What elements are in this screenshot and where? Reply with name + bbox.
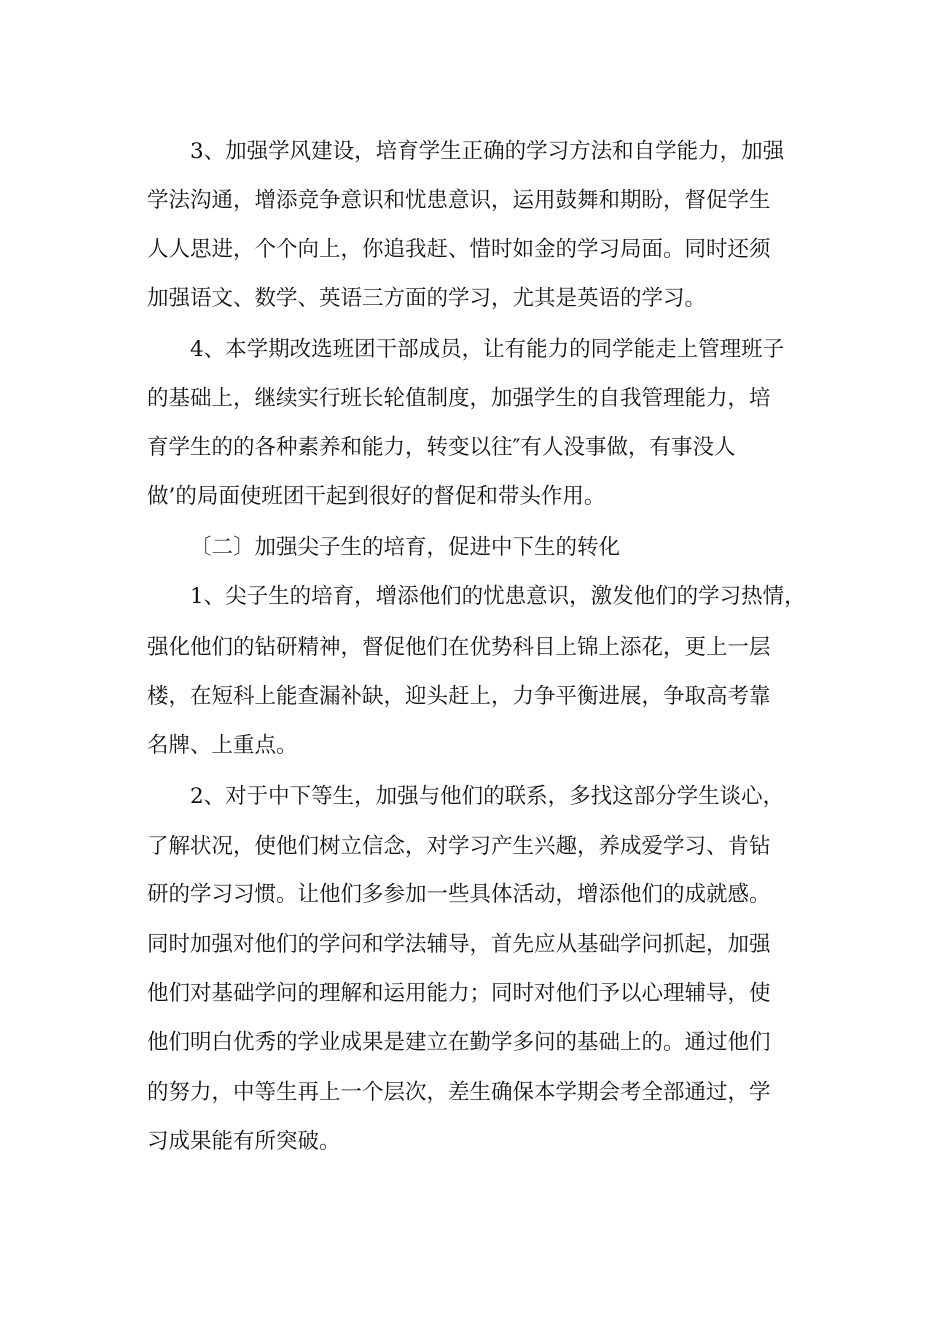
paragraph-1-line-1: 3、加强学风建设，培育学生正确的学习方法和自学能力，加强 <box>190 139 785 164</box>
paragraph-4-line-2: 了解状况，使他们树立信念，对学习产生兴趣，养成爱学习、肯钻 <box>147 834 771 859</box>
paragraph-3-line-2: 强化他们的钻研精神，督促他们在优势科目上锦上添花，更上一层 <box>147 635 771 660</box>
paragraph-2-line-2: 的基础上，继续实行班长轮值制度，加强学生的自我管理能力，培 <box>147 386 771 411</box>
paragraph-1-line-2: 学法沟通，增添竞争意识和忧患意识，运用鼓舞和期盼，督促学生 <box>147 188 771 213</box>
paragraph-4-line-8: 习成果能有所突破。 <box>147 1129 341 1154</box>
paragraph-4-line-7: 的努力，中等生再上一个层次，差生确保本学期会考全部通过，学 <box>147 1080 771 1105</box>
paragraph-3-line-1: 1、尖子生的培育，增添他们的忧患意识，激发他们的学习热情， <box>190 584 806 609</box>
paragraph-2-line-3: 育学生的的各种素养和能力，转变以往″有人没事做，有事没人 <box>147 435 736 460</box>
paragraph-4-line-5: 他们对基础学问的理解和运用能力；同时对他们予以心理辅导，使 <box>147 981 771 1006</box>
paragraph-4-line-4: 同时加强对他们的学问和学法辅导，首先应从基础学问抓起，加强 <box>147 932 771 957</box>
section-heading: 〔二〕加强尖子生的培育，促进中下生的转化 <box>190 535 621 560</box>
paragraph-3-line-4: 名牌、上重点。 <box>147 733 298 758</box>
paragraph-1-line-4: 加强语文、数学、英语三方面的学习，尤其是英语的学习。 <box>147 286 707 311</box>
paragraph-4-line-1: 2、对于中下等生，加强与他们的联系，多找这部分学生谈心， <box>190 784 785 809</box>
paragraph-2-line-1: 4、本学期改选班团干部成员，让有能力的同学能走上管理班子 <box>190 337 785 362</box>
paragraph-3-line-3: 楼，在短科上能查漏补缺，迎头赶上，力争平衡进展，争取高考靠 <box>147 684 771 709</box>
paragraph-1-line-3: 人人思进，个个向上，你追我赶、惜时如金的学习局面。同时还须 <box>147 237 771 262</box>
paragraph-4-line-6: 他们明白优秀的学业成果是建立在勤学多问的基础上的。通过他们 <box>147 1030 771 1055</box>
paragraph-2-line-4: 做’的局面使班团干起到很好的督促和带头作用。 <box>147 484 606 509</box>
paragraph-4-line-3: 研的学习习惯。让他们多参加一些具体活动，增添他们的成就感。 <box>147 882 771 907</box>
